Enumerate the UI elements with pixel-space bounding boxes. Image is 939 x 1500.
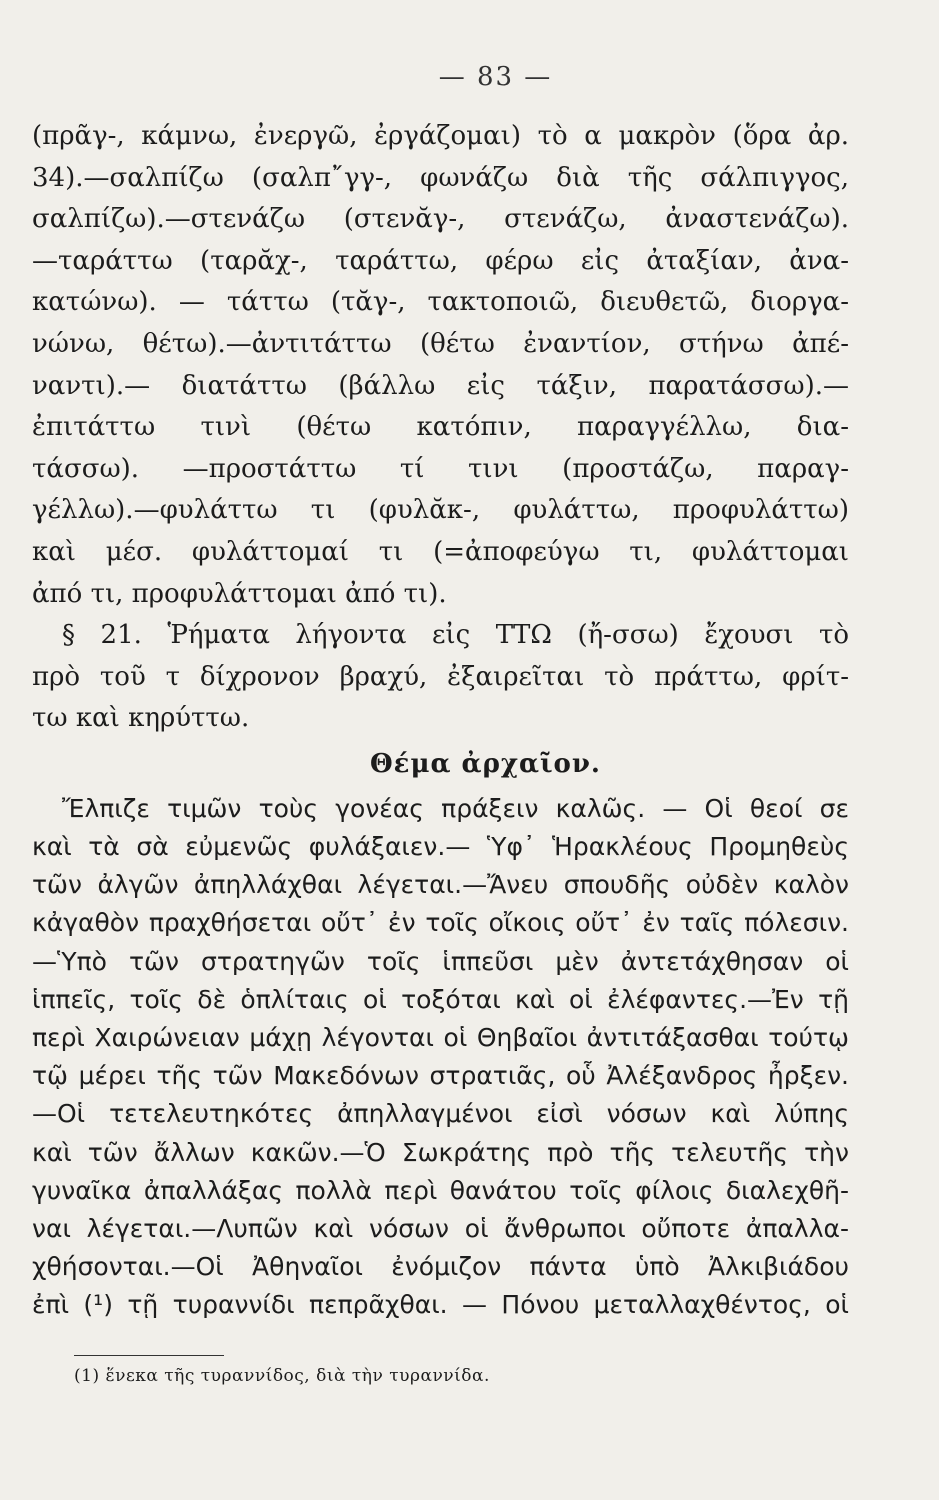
section-21-line: § 21. Ῥήματα λήγοντα εἰς ΤΤΩ (ἤ-σσω) ἔχουσι τὸ: [62, 620, 849, 651]
exercise-line: ἐπὶ (¹) τῇ τυραννίδι πεπρᾶχθαι. — Πόνου μεταλλαχθέντος, οἱ: [32, 1290, 849, 1320]
exercise-line: περὶ Χαιρώνειαν μάχῃ λέγονται οἱ Θηβαῖοι ἀντιτάξασθαι τούτῳ: [32, 1023, 849, 1053]
exercise-line: τῶν ἀλγῶν ἀπηλλάχθαι λέγεται.—Ἄνευ σπουδῆς οὐδὲν καλὸν: [32, 870, 849, 900]
text-line: καὶ μέσ. φυλάττομαί τι (=ἀποφεύγω τι, φυλάττομαι: [32, 536, 849, 567]
exercise-line: Ἔλπιζε τιμῶν τοὺς γονέας πράξειν καλῶς. — Οἱ θεοί σε: [62, 793, 849, 823]
text-line: 34).—σαλπίζω (σαλπ῎γγ-, φωνάζω διὰ τῆς σάλπιγγος,: [32, 162, 849, 193]
page-number: — 83 —: [438, 62, 553, 92]
text-line: τω καὶ κηρύττω.: [32, 703, 250, 734]
exercise-line: —Οἱ τετελευτηκότες ἀπηλλαγμένοι εἰσὶ νόσων καὶ λύπης: [32, 1099, 849, 1129]
text-line: (πρᾶγ-, κάμνω, ἐνεργῶ, ἐργάζομαι) τὸ α μακρὸν (ὅρα ἀρ.: [32, 121, 849, 151]
text-line: νώνω, θέτω).—ἀντιτάττω (θέτω ἐναντίον, στήνω ἀπέ-: [32, 328, 849, 359]
text-line: πρὸ τοῦ τ δίχρονον βραχύ, ἐξαιρεῖται τὸ πράττω, φρίτ-: [32, 661, 849, 692]
exercise-line: καὶ τῶν ἄλλων κακῶν.—Ὁ Σωκράτης πρὸ τῆς τελευτῆς τὴν: [32, 1137, 849, 1167]
exercise-line: κἀγαθὸν πραχθήσεται οὔτ᾽ ἐν τοῖς οἴκοις οὔτ᾽ ἐν ταῖς πόλεσιν.: [32, 908, 849, 938]
exercise-line: γυναῖκα ἀπαλλάξας πολλὰ περὶ θανάτου τοῖς φίλοις διαλεχθῆ-: [32, 1175, 849, 1205]
exercise-heading: Θέμα ἀρχαῖον.: [370, 748, 601, 779]
exercise-line: χθήσονται.—Οἱ Ἀθηναῖοι ἐνόμιζον πάντα ὑπὸ Ἀλκιβιάδου: [32, 1252, 849, 1282]
exercise-line: ναι λέγεται.—Λυπῶν καὶ νόσων οἱ ἄνθρωποι οὔποτε ἀπαλλα-: [32, 1213, 849, 1243]
text-line: γέλλω).—φυλάττω τι (φυλᾰκ-, φυλάττω, προφυλάττω): [32, 495, 849, 526]
exercise-line: ἱππεῖς, τοῖς δὲ ὁπλίταις οἱ τοξόται καὶ οἱ ἐλέφαντες.—Ἐν τῇ: [32, 984, 849, 1014]
footnote-divider: [74, 1355, 224, 1356]
exercise-text: [32, 790, 849, 1325]
text-line: κατώνω). — τάττω (τᾰγ-, τακτοποιῶ, διευθετῶ, διοργα-: [32, 287, 849, 318]
footnote: (1) ἕνεκα τῆς τυραννίδος, διὰ τὴν τυραννίδα.: [74, 1365, 490, 1386]
text-line: ἐπιτάττω τινὶ (θέτω κατόπιν, παραγγέλλω, δια-: [32, 412, 849, 443]
text-line: σαλπίζω).—στενάζω (στενᾰγ-, στενάζω, ἀναστενάζω).: [32, 204, 849, 235]
main-text: [32, 116, 849, 740]
exercise-line: τῷ μέρει τῆς τῶν Μακεδόνων στρατιᾶς, οὗ Ἀλέξανδρος ἦρξεν.: [32, 1061, 849, 1091]
exercise-line: καὶ τὰ σὰ εὐμενῶς φυλάξαιεν.— Ὑφ᾽ Ἡρακλέους Προμηθεὺς: [32, 832, 849, 862]
text-line: ναντι).— διατάττω (βάλλω εἰς τάξιν, παρατάσσω).—: [32, 370, 849, 401]
text-line: τάσσω). —προστάττω τί τινι (προστάζω, παραγ-: [32, 453, 849, 484]
text-line: —ταράττω (ταρᾰχ-, ταράττω, φέρω εἰς ἀταξίαν, ἀνα-: [32, 245, 849, 276]
exercise-line: —Ὑπὸ τῶν στρατηγῶν τοῖς ἱππεῦσι μὲν ἀντετάχθησαν οἱ: [32, 946, 849, 976]
text-line: ἀπό τι, προφυλάττομαι ἀπό τι).: [32, 578, 447, 609]
